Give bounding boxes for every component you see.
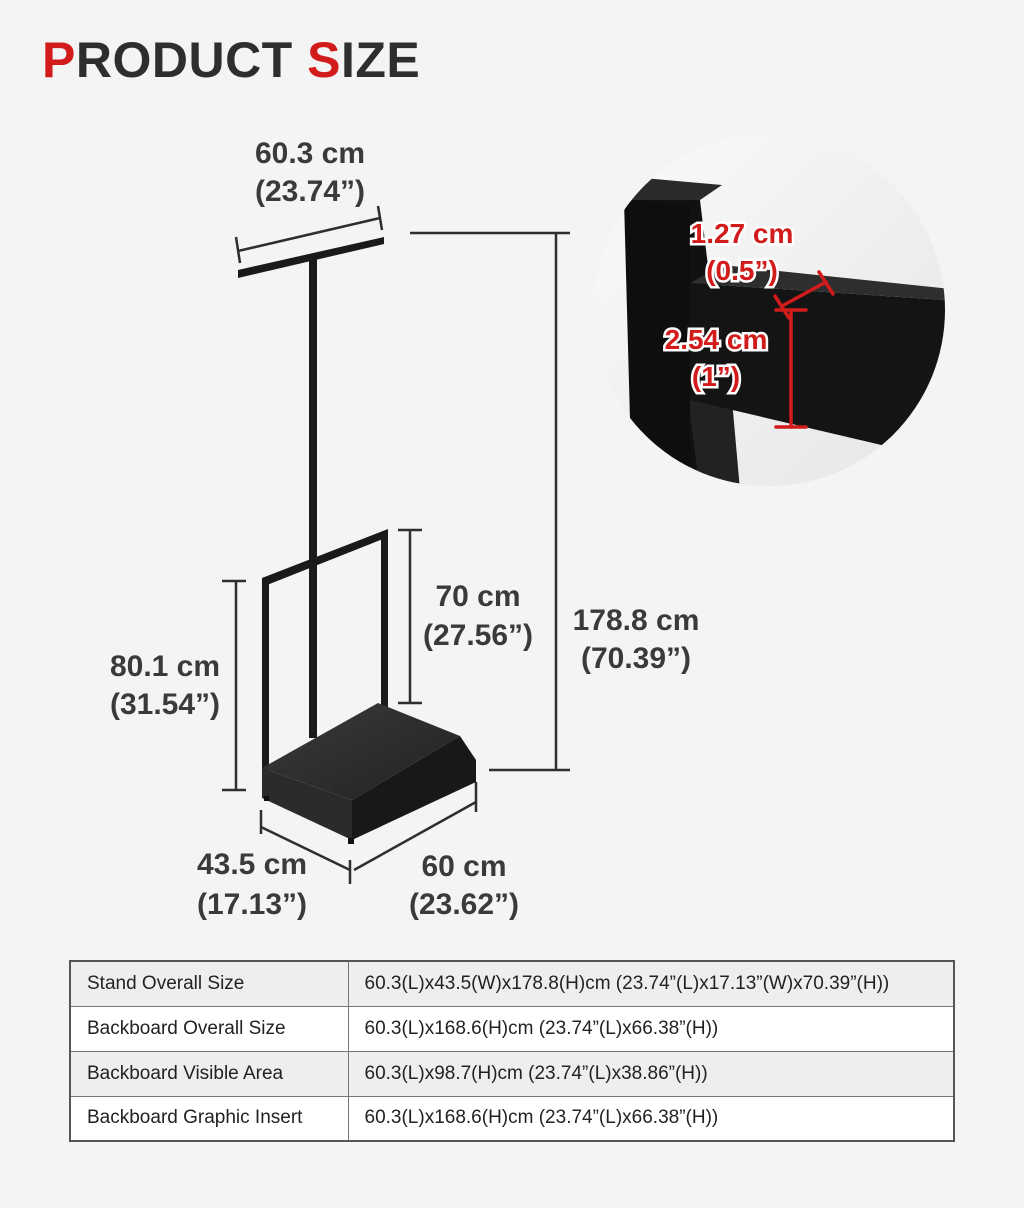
base-width-cm: 60 cm — [421, 850, 507, 883]
base-depth-inch: (17.13”) — [196, 888, 308, 921]
spec-value: 60.3(L)x168.6(H)cm (23.74”(L)x66.38”(H)) — [348, 1096, 954, 1141]
detail-thickness-inch: (0.5”) — [706, 255, 778, 286]
detail-thickness-cm: 1.27 cm — [690, 218, 794, 249]
detail-zoom-circle — [593, 134, 960, 490]
spec-value: 60.3(L)x168.6(H)cm (23.74”(L)x66.38”(H)) — [348, 1006, 954, 1051]
frame-height-inch: (31.54”) — [109, 688, 221, 721]
title-part-1: RODUCT — [75, 32, 308, 88]
spec-table — [69, 960, 955, 1142]
table-row — [70, 1096, 954, 1141]
title-part-2: IZE — [340, 32, 421, 88]
table-row — [70, 961, 954, 1006]
main-post — [309, 255, 317, 738]
base-width-inch: (23.62”) — [408, 888, 520, 921]
total-height-cm: 178.8 cm — [572, 604, 700, 637]
title-first-letter: P — [42, 32, 76, 88]
spec-label: Stand Overall Size — [70, 961, 348, 1006]
table-row — [70, 1006, 954, 1051]
title-second-letter: S — [307, 32, 341, 88]
total-height-inch: (70.39”) — [580, 642, 692, 675]
spec-label: Backboard Overall Size — [70, 1006, 348, 1051]
detail-height-inch: (1”) — [691, 361, 741, 392]
table-row — [70, 1051, 954, 1096]
handle-height-cm: 70 cm — [435, 580, 521, 613]
spec-value: 60.3(L)x98.7(H)cm (23.74”(L)x38.86”(H)) — [348, 1051, 954, 1096]
base-depth-cm: 43.5 cm — [196, 848, 308, 881]
spec-value: 60.3(L)x43.5(W)x178.8(H)cm (23.74”(L)x17.13”(W)x70.39”(H)) — [348, 961, 954, 1006]
top-width-cm: 60.3 cm — [254, 137, 366, 170]
stand-base — [262, 703, 476, 844]
top-width-inch: (23.74”) — [254, 175, 366, 208]
frame-height-cm: 80.1 cm — [109, 650, 221, 683]
spec-label: Backboard Visible Area — [70, 1051, 348, 1096]
detail-height-cm: 2.54 cm — [664, 324, 768, 355]
display-stand — [238, 237, 476, 844]
spec-label: Backboard Graphic Insert — [70, 1096, 348, 1141]
handle-height-inch: (27.56”) — [422, 619, 534, 652]
